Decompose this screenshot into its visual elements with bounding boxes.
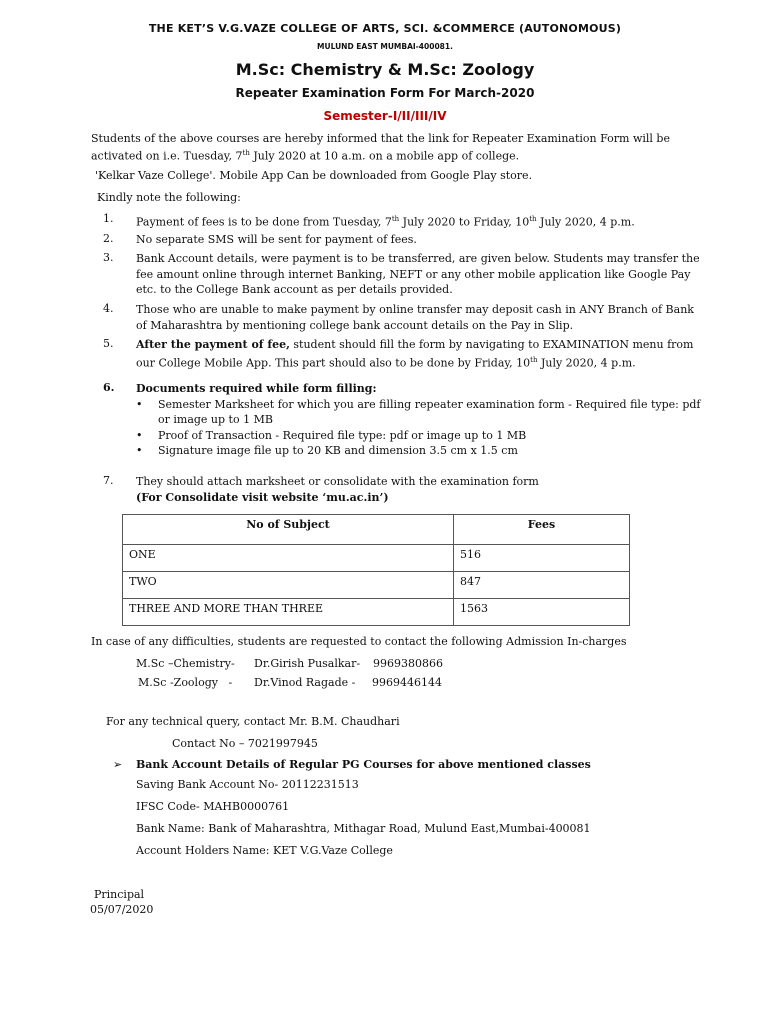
fee-amount: 1563 (454, 599, 630, 626)
doc-item-signature: • Signature image file up to 20 KB and dimension 3.5 cm x 1.5 cm (136, 443, 701, 459)
bank-name: Bank Name: Bank of Maharashtra, Mithagar Road, Mulund East,Mumbai-400081 (136, 822, 591, 835)
contact-zoology-phone: 9969446144 (372, 676, 442, 689)
subject-count: TWO (123, 572, 454, 599)
point-1-number: 1. (103, 212, 114, 225)
contact-chemistry-course: M.Sc –Chemistry- (136, 657, 235, 670)
ifsc-code: IFSC Code- MAHB0000761 (136, 800, 290, 813)
point-7-text: They should attach marksheet or consolidate with the examination form (For Consolidate visit website ‘mu.ac.in’) (136, 475, 539, 504)
point-7-number: 7. (103, 474, 114, 487)
point-2-text: No separate SMS will be sent for payment of fees. (136, 233, 417, 246)
subject-count: THREE AND MORE THAN THREE (123, 599, 454, 626)
technical-query: For any technical query, contact Mr. B.M. Chaudhari (106, 715, 400, 728)
subject-count: ONE (123, 545, 454, 572)
point-4-text: Those who are unable to make payment by online transfer may deposit cash in ANY Branch of Bank of Maharashtra by mentioning college bank account details on the Pay in Slip. (136, 303, 694, 332)
account-holder-name: Account Holders Name: KET V.G.Vaze College (136, 844, 393, 857)
college-name: THE KET’S V.G.VAZE COLLEGE OF ARTS, SCI. &COMMERCE (AUTONOMOUS) (148, 22, 622, 35)
point-5-number: 5. (103, 337, 114, 350)
table-row (123, 572, 630, 599)
semester-label: Semester-I/II/III/IV (323, 109, 447, 123)
intro-line-2: activated on i.e. Tuesday, 7th July 2020 at 10 a.m. on a mobile app of college. (91, 149, 520, 163)
header-no-of-subject: No of Subject (123, 515, 454, 545)
doc-item-transaction: • Proof of Transaction - Required file type: pdf or image up to 1 MB (136, 428, 701, 444)
college-address: MULUND EAST MUMBAI-400081. (317, 42, 453, 51)
table-row (123, 545, 630, 572)
point-5-text: After the payment of fee, student should fill the form by navigating to EXAMINATION menu from our College Mobile App. This part should also to be done by Friday, 10th July 2020, 4 p.m. (136, 338, 694, 370)
contact-intro: In case of any difficulties, students are requested to contact the following Admission In-charges (91, 635, 627, 648)
bank-details-title: Bank Account Details of Regular PG Courses for above mentioned classes (136, 758, 591, 771)
fee-amount: 516 (454, 545, 630, 572)
signatory: Principal (94, 888, 145, 901)
fee-amount: 847 (454, 572, 630, 599)
arrow-bullet-icon: ➢ (113, 758, 123, 771)
table-row (123, 599, 630, 626)
doc-item-marksheet: • Semester Marksheet for which you are filling repeater examination form - Required file type: pdf or image up to 1 MB (136, 397, 701, 428)
document-date: 05/07/2020 (90, 903, 154, 916)
technical-contact: Contact No – 7021997945 (172, 737, 318, 750)
bank-account-number: Saving Bank Account No- 20112231513 (136, 778, 359, 791)
header-fees: Fees (454, 515, 630, 545)
fee-table-header (123, 515, 630, 545)
point-2-number: 2. (103, 232, 114, 245)
point-1-text: Payment of fees is to be done from Tuesday, 7th July 2020 to Friday, 10th July 2020, 4 p.m. (136, 215, 635, 229)
kindly-note: Kindly note the following: (97, 191, 241, 204)
app-line: 'Kelkar Vaze College'. Mobile App Can be downloaded from Google Play store. (95, 169, 533, 182)
point-6-number: 6. (103, 381, 115, 394)
point-4-number: 4. (103, 302, 114, 315)
intro-line-1: Students of the above courses are hereby informed that the link for Repeater Examination Form will be (91, 132, 670, 145)
contact-zoology-name: Dr.Vinod Ragade - (254, 676, 356, 689)
contact-zoology-course: M.Sc -Zoology - (138, 676, 233, 689)
point-3-text: Bank Account details, were payment is to be transferred, are given below. Students may transfer the fee amount online through internet Banking, NEFT or any other mobile application like Google Pay etc. to the College Bank account as per details provided. (136, 252, 700, 296)
contact-chemistry-phone: 9969380866 (373, 657, 443, 670)
point-3-number: 3. (103, 251, 114, 264)
point-6-text: Documents required while form filling: • Semester Marksheet for which you are filling repeater examination form - Required file type: pdf or image up to 1 MB • Proof of Transaction - Required file type: pdf or image up to 1 MB • Signature image file up to 20 KB and dimension 3.5 cm x 1.5 cm (136, 381, 701, 459)
contact-chemistry-name: Dr.Girish Pusalkar- (254, 657, 361, 670)
fee-table (122, 514, 630, 626)
form-title: Repeater Examination Form For March-2020 (235, 86, 535, 100)
page-title: M.Sc: Chemistry & M.Sc: Zoology (235, 60, 535, 79)
